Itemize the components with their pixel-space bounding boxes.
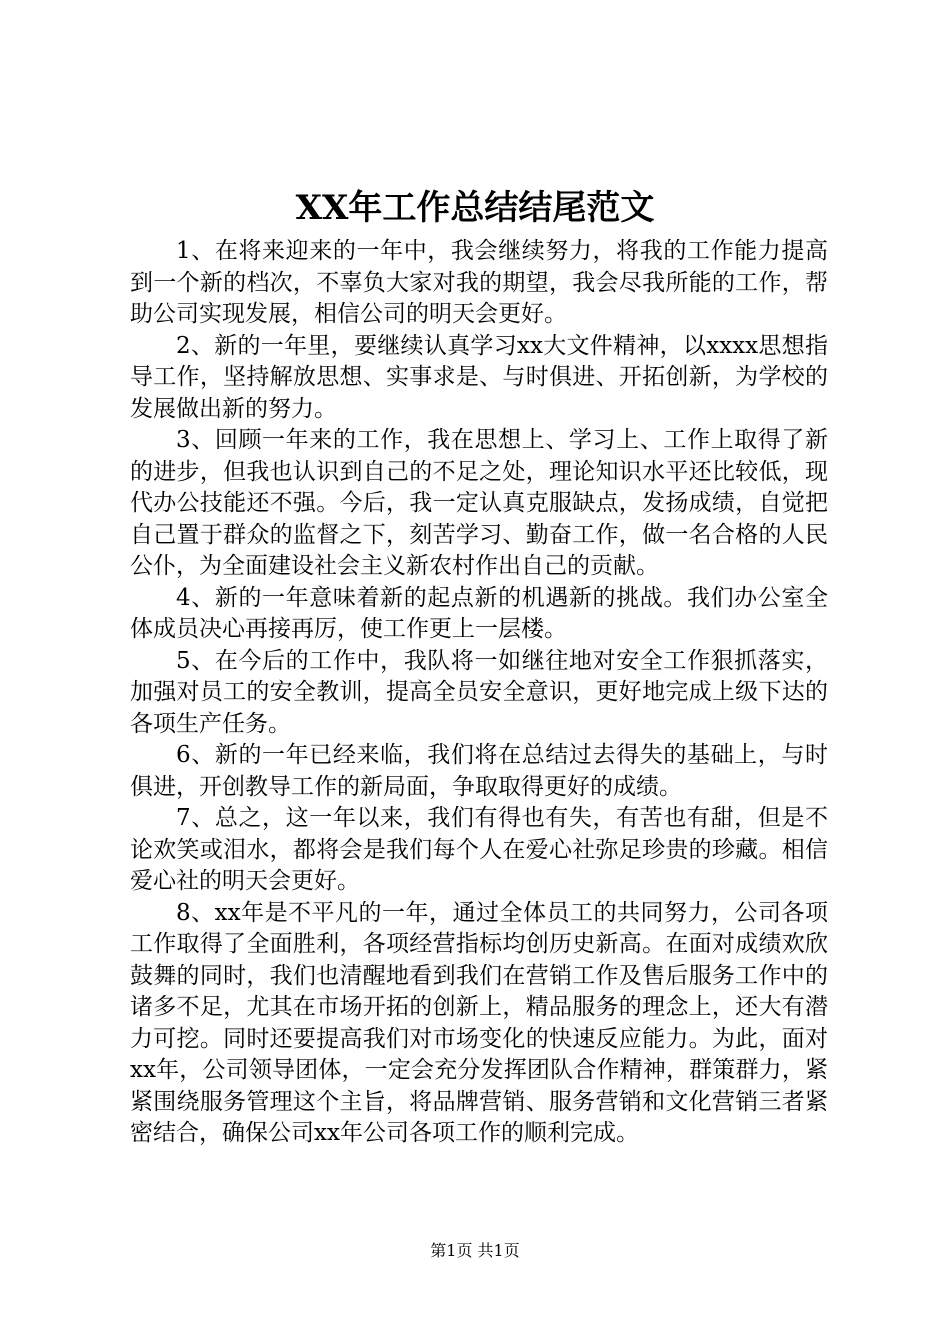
paragraph-5: 5、在今后的工作中，我队将一如继往地对安全工作狠抓落实，加强对员工的安全教训，提高全员安全意识，更好地完成上级下达的各项生产任务。 bbox=[130, 647, 828, 737]
paragraph-1: 1、在将来迎来的一年中，我会继续努力，将我的工作能力提高到一个新的档次，不辜负大家对我的期望，我会尽我所能的工作，帮助公司实现发展，相信公司的明天会更好。 bbox=[130, 238, 828, 327]
paragraph-8: 8、xx年是不平凡的一年，通过全体员工的共同努力，公司各项工作取得了全面胜利，各项经营指标均创历史新高。在面对成绩欢欣鼓舞的同时，我们也清醒地看到我们在营销工作及售后服务工作中的诸多不足，尤其在市场开拓的创新上，精品服务的理念上，还大有潜力可挖。同时还要提高我们对市场变化的快速反应能力。为此，面对xx年，公司领导团体，一定会充分发挥团队合作精神，群策群力，紧紧围绕服务管理这个主旨，将品牌营销、服务营销和文化营销三者紧密结合，确保公司xx年公司各项工作的顺利完成。 bbox=[130, 899, 828, 1146]
paragraph-4: 4、新的一年意味着新的起点新的机遇新的挑战。我们办公室全体成员决心再接再厉，使工作更上一层楼。 bbox=[130, 584, 828, 642]
paragraph-6: 6、新的一年已经来临，我们将在总结过去得失的基础上，与时俱进，开创教导工作的新局面，争取取得更好的成绩。 bbox=[130, 742, 828, 800]
page-footer: 第1页 共1页 bbox=[430, 1241, 520, 1260]
document-title: XX年工作总结结尾范文 bbox=[295, 188, 655, 228]
paragraph-7: 7、总之，这一年以来，我们有得也有失，有苦也有甜，但是不论欢笑或泪水，都将会是我们每个人在爱心社弥足珍贵的珍藏。相信爱心社的明天会更好。 bbox=[130, 805, 828, 894]
paragraph-2: 2、新的一年里，要继续认真学习xx大文件精神，以xxxx思想指导工作，坚持解放思想、实事求是、与时俱进、开拓创新，为学校的发展做出新的努力。 bbox=[130, 332, 828, 422]
paragraph-3: 3、回顾一年来的工作，我在思想上、学习上、工作上取得了新的进步，但我也认识到自己的不足之处，理论知识水平还比较低，现代办公技能还不强。今后，我一定认真克服缺点，发扬成绩，自觉把自己置于群众的监督之下，刻苦学习、勤奋工作，做一名合格的人民公仆，为全面建设社会主义新农村作出自己的贡献。 bbox=[130, 427, 828, 579]
document-body bbox=[130, 236, 828, 1150]
